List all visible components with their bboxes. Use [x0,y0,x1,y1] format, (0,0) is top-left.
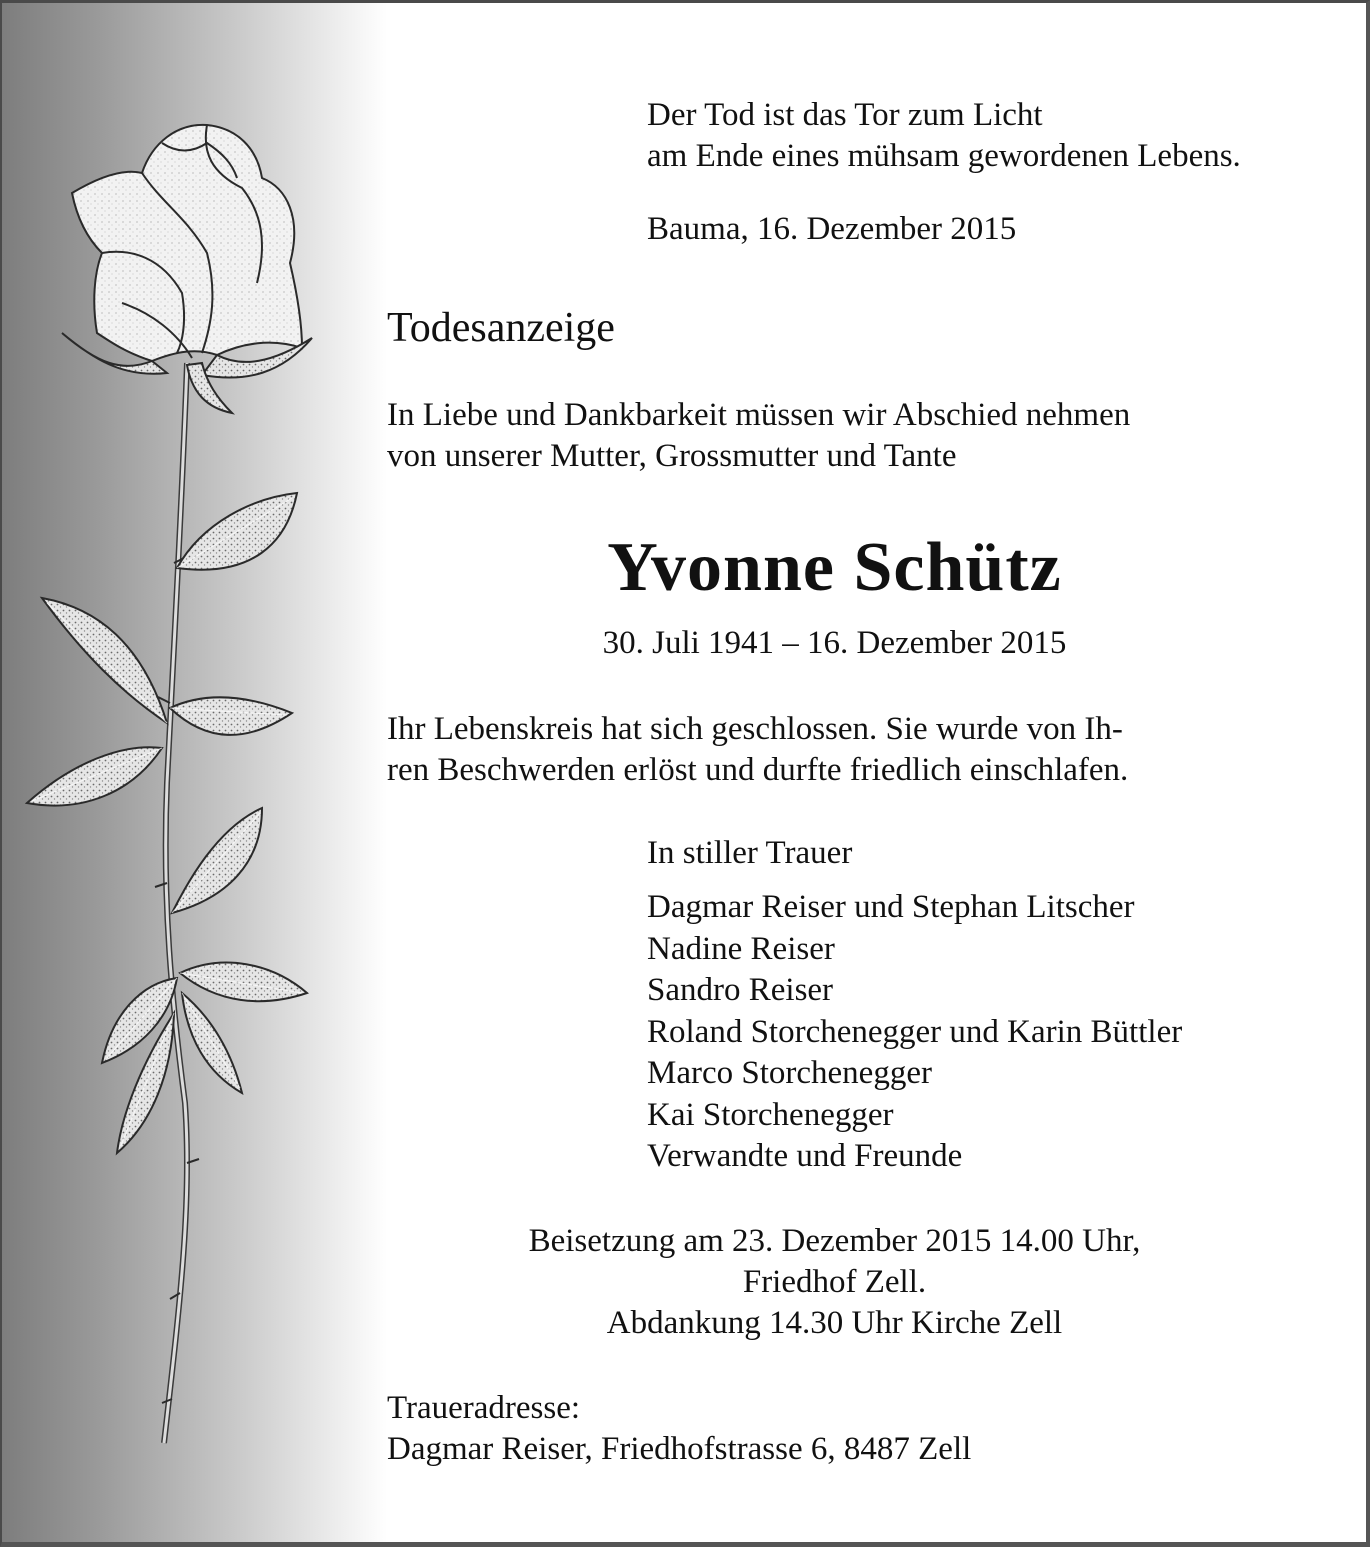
funeral-line-3: Abdankung 14.30 Uhr Kirche Zell [606,1305,1063,1341]
mourner-name: Nadine Reiser [647,930,835,967]
funeral-line-1: Beisetzung am 23. Dezember 2015 14.00 Uhr, [528,1223,1141,1259]
message-line-2: ren Beschwerden erlöst und durfte friedlich einschlafen. [387,752,1129,788]
mourner-name: Verwandte und Freunde [647,1138,963,1174]
mourner-name: Kai Storchenegger [647,1096,894,1133]
intro-line-2: von unserer Mutter, Grossmutter und Tante [387,438,957,474]
deceased-name: Yvonne Schütz [607,529,1062,606]
mourners-list [647,887,1182,1178]
mourning-label: In stiller Trauer [647,835,853,871]
mourner-name: Marco Storchenegger [647,1055,932,1091]
intro-text [387,395,1130,477]
quote-line-2: am Ende eines mühsam gewordenen Lebens. [647,138,1241,174]
rose-illustration [2,3,387,1545]
lifespan: 30. Juli 1941 – 16. Dezember 2015 [602,625,1067,661]
address-value: Dagmar Reiser, Friedhofstrasse 6, 8487 Zell [387,1431,972,1467]
quote-line-1: Der Tod ist das Tor zum Licht [647,97,1043,133]
mourner-name: Roland Storchenegger und Karin Büttler [647,1013,1183,1050]
funeral-details [387,1221,1282,1344]
address-label: Traueradresse: [387,1390,581,1426]
mourner-name: Dagmar Reiser und Stephan Litscher [647,889,1135,925]
message-text [387,709,1128,791]
funeral-line-2: Friedhof Zell. [742,1264,927,1300]
intro-line-1: In Liebe und Dankbarkeit müssen wir Abschied nehmen [387,397,1131,433]
ad-title: Todesanzeige [387,305,615,351]
place-date: Bauma, 16. Dezember 2015 [647,211,1017,247]
mourner-name: Sandro Reiser [647,972,834,1008]
message-line-1: Ihr Lebenskreis hat sich geschlossen. Sie wurde von Ih- [387,711,1123,747]
quote [647,95,1241,177]
